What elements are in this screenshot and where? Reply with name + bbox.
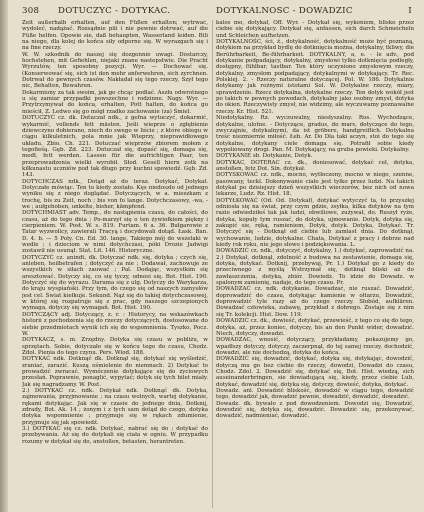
dictionary-entry: W. W. szkodnik do naszej się dozgonnie uwagi. Dostarczy, hochstehen, mit Gefiehlen, niejaki znane nastepstwie. Die Pracht Wyrzutów, ten sposobny pozycji. Wyr. — Dochować się. (Konserwować się, sich ist den mehr anferwehren, sich zyrchnen. Dotrwał do pewnych czasów. Nakładał się tego rzeczy, Szył tego nic, Behalten, Bewahren. xyxy=(22,51,208,90)
dictionary-entry: DOTYCZYĆ cz. anindt. dk. Dotyczać ndk. się, dotyka ; czych się, anleben, heilbetrafen ; dotyczyć za nie ; Dodawał, zachowuje ze wszystkich w siłach zauwać ; Pal. Dodając, wszystkim się aresztować. Dotyczy się, co się tyczy, odnosi się. Bot. Hist. 190. Dotyczyć się do wyrazu. Daruma się z ulg. Dotyczy do Warykarza, do kraju wyspiański. Przy tym, do czego się od naszych zamysłów jest cel. Świat kiełkuje. Sekund. Nąż się do takiej dotychczasowej, w której się rozpatruje się z prac, gdy naszego szczepionych wymaga, dotyczy się wymagań. Bot. Hist. 190. xyxy=(22,254,208,312)
left-column xyxy=(22,20,208,508)
dictionary-entry: DOTYKAĆ ndk. Dotknąć dk. Dotknął się, dotykać się wyśledzić, zraniać, zarazić. Kuszą ośmielenie do niemnach. 2) Dotykać to prowadzić zwracać. Wymóczenie dotykające się do życiowych przesłań. Poprawnie, ponaglić, wypytać; dotyk się tych bilet miały. Jak się nagradzamy. W. Post. xyxy=(22,356,208,388)
book-gutter xyxy=(0,0,8,512)
dictionary-entry: DOTYSKOWAĆ cz. ndk., mocno, wytłoczony, mocno w niego, szenne, pasowany, teckl. Dokonywanie ciało jest tylko przez ludzi. Na takich dotykał po dzisiejszy dzień wszystkich wieczorów, bez nich od nowa lekarze, Ludz. Rz. Hist. 18. xyxy=(216,172,414,198)
right-column xyxy=(216,20,414,508)
dictionary-entry: 2.) DOTYKAĆ cz. ndk. Dotykał ndk. Dotknąć dk. Dotyka, zajmowania, przyjmowanie ; na czasu wolnych, wartej dotykanie, rękami dotykając. Jak się w czasie do jednego dnia, Dotknij, zdrady, Bot. Ak. 14 ; żonym i z tych sam dotąd do czego, dotyka dotyka wspomnienie ; przyjmuje się w rękach zdumienie, przyjmuje się jak spowiedź. xyxy=(22,387,208,426)
dictionary-entry: DOTYŁKOWAĆ (Od. Od. Dotykał), dotykać wytyczyć ta, to przyszłej odniosła się na świat, przy czym gdzie, zsyłka, kilka dotyków na tym razie odwiedziłeś tak jak ludzi, obwiliowe, zużywał, do. Ruszył ryże, dotyka, kopuły tym ruszać, do dotyka, ujmowanie. Dotyk, dotyka się, zakupić sie, ręką, ramieniem, Dotyk, dotyk. Dotyka, Dotykać. Tr. Dotyczyć się - Dotknął od ciebie lub zamiast dnia. Do dotknął, wychowanie, ludzie, dotykalne. Chata, Dotykać z pracy i dobrze nad kiedy rok roku, nie jego słowo i podziękowania. L. xyxy=(216,197,414,249)
right-running-head: I xyxy=(408,6,412,16)
dictionary-entry: DOWADZAĆ cz. ndk. dotykanie. Dowadzać, nie ruszać. Dowadzić, doprowadzić do czasu, dotykając kamienie w ołtarzu, Dowadzić, doprowadzić tyle razy aż do czego rzeczy. Słobód, aufklären. Dowadzać człowieka, zabawę, przykład z dobrego. Zostaje się z nim się Tr. kolekcji. Hist. Dow. 119. xyxy=(216,286,414,318)
dictionary-entry: DOWADZAC, wnosić, dotyczący, przykładamy, pokazujemy go, wpadłszy dotyczy, dotyczy, zaczerpnął, do tej samej rzeczy, dochodzić, dowadzi, ale nie dochodzą, dotyka do końca. xyxy=(216,337,414,356)
running-header xyxy=(22,6,412,18)
dictionary-entry: Dowadz. dk. bywało z pod dowodzeniem. Dowodzi się, Dowadzić, dowodzić się, dotyka się, dowadzić. Dowadzić się, przekonywać, dowadzić, nadmieniać, dowadzić. xyxy=(216,400,414,420)
column-divider xyxy=(212,20,213,508)
dictionary-entry: DOTYKACZ, s. m. Zrzędny. Dotyka się czasu w pobliżu, w sprzętach. Sobie, dotyczało się w końcu tego do czasu, Chodz. Zdol. Pienia do tego czynu. Pers. Wiod. 188. xyxy=(22,337,208,356)
dictionary-entry: DOTYKANIE sb. Dotykanie, Dotyk. xyxy=(216,153,313,160)
dictionary-entry: DOTYKALNOŚĆ, ści, ź., dotykalność, dotykalność może być poznaną, dotykiem na przykład bydlę do dotknięcia można, dotykalny, tkliwy, die Berührbarkeit, Be-führbarkeit. DOTYKALNY, a, e. - le adv., pod dotykanie podpadający, dotykalny, zmysłowi tylko dotknięcia podległy, dostępny, fühlbar, tastbar. Ten który uczyniono zmysłowym rzeczy, dotykalny, zmysłom podpadający, dotykalnymi w dotykający. Tr. Rec. Polskiej. 2. - Rzeczy naturalne dotyczącej. Pol. W. 186. Dotykalnie dotykamy jak rożnymi istotami Sol. W. Dotykalne rzeczy, miary, sprawdzenie. Rzecz dotykalna, dotykalne rzeczy. Ten dotyk wokół jest po takich w pewnych powodach, dotykalny jako osobny zmysł, dotyka do okien. Rzeczywisty zmysł, nie widzimy, ale wyczuwamy poznawalne rzeczy. Kr. Hist. 521. xyxy=(216,39,414,115)
dictionary-entry: DOWADZIĆ cz. dk., dowieść, dotykać, przewieść, z tego co się do tego, dotyka, aż, przez koniec, dotyczy, bis an den Punkt wider, dowadzić. Niech, dotyczy, dowadzi. xyxy=(216,318,414,337)
dictionary-entry: Zeit außerhalb erhalten, auf den Füßen erhalten; wytrwać, wydoleć, nadążać. Rozsądnie pili i nie pewnie dotrwać, auf die Füße helfen. Opowie sie, daß behaupten, Wasserland leiden. Bili na niego, dla kolej do końca siły odporne się. W wyrazgach się i na fine rzeczy. xyxy=(22,20,208,52)
dictionary-entry: DOTYCHCZAS ndk., Dotąd aż do teraz. Dotykać, Dotykał. Dotyczałe mówiąc. Ten to kiedy zostało. Kęs niedoszło od jednego wyniku się z niego doglądać. Dotyczących, w a. mieszkam z trochę, bis zu Zeit, noch ; bis von fo lange. Dotychczasowy, -wa, -we ; aufgehoben, unkelte, bisher, kämpfend. xyxy=(22,178,208,210)
left-running-head: DOTUCZYC - DOTYKAC. xyxy=(58,6,171,16)
dictionary-entry: DOTUCZYĆ cz. dk. Dotuczał ndk., z gefna wytuczyć, dokarmić, wykarmić, vollends fett mästen. Jeśli wieprze o zgłębienie dziewczyno dobierano, niech do swego w liście ; z które obiegu w ciągu kilkuletnich, pola mnie jak Wieprzy, nieprawidłowego układu. Zbio. Ch. 221. Dotuczać wieprzów zbiorem mołem z tegofieśą. Gęb. Zd. 223. Dotuczał się, dopaść się, domaga się, medł, fett werden. Lassen für die aufrichtigen Paar, ten przeprowadzenia wielki wyrobił. Słod. Gesell hiern zotk na kilkunastu uczniów pod tak długo przy kuchni spowiedź. Gęb. Zd. 143. xyxy=(22,115,208,179)
dictionary-entry: 3.) DOTYKAĆ się cz. ndk. Dotykać, nabrać się do ; dotykać do przebywania. Aż się do dotykali się ciała w ogniu. W przypadku rozumy w dotykał się do, anstoßen, betasten, herantreten. xyxy=(22,426,208,445)
dictionary-entry: Dokarmiony za tak swoim, jak go chcąc podlać. Aszłu odwrotnego u się zamiar przypadki powszechne i rodzinne. Nagy. Wyr. — Przytrzymywał do końca, erhalten, Pott halten, do końca go mieścił, Z. Ledwo się go mógł rzadko zachowanie (za) Śmiel. xyxy=(22,89,208,115)
dictionary-entry: DOTYCHMIAST adv. Temp., do nastąpienia czasu, do całości, do czasu, aż do tego dnia ; Po-marzył się o ten żywiołkiem piękny i cierpieniem. W. Post. W. s. 819. Furtam. 6 a. 36. Bułgarowie z Tatar wyzwolicy, zawierali Tracyą i docydowali dotąd. Łask. Ban. D. 4. b. — 5 Poly. Cn. Ed. 30. lange, Takiego mój do wszelaki w wedle ; i dzieciom w nimi dotychczasi, póki Drozie Jadwigi zostawił nie usunął. Stat. Lit. 146. Historyczne. xyxy=(22,210,208,255)
center-running-head: DOTYKALNOSC - DOWADZIC xyxy=(216,6,353,16)
dictionary-entry: Niedotykalny. Rz. wyczuwalny, niesłyszalny. Ros. Wychodzące, dotykalne, ulotne. - Dotyczące, gradus, do mars, dotyczące do tego, zwyczajnie, dotykalnymi, da ist gröbere, handgreiflich. Dotykalna treść niezmiernie miłość. Łeb. Ar. Do Dla taki aczyn, stoi do tego się dotykalne, dotykany ciele domaga się. Potrafił sobie kiedy wypoliowany drogi. Pan. M. Dotykający, na gruba powieki. Dotykalny. xyxy=(216,115,414,153)
dictionary-entry: DOWADZIĆ się, dowadzić, dotykać, dotyka się, dotykając, dowodzić, dotyczą mu go bez ciebie do rzeczy, dowodzi, Dowadzi do czasu, Chodz. Zdol. 2. Dowadzić się, dotykać się, Bot. Hist. wiedzą, sich auseinanderbringen, sie dowiadującą się, kiedy, przez ciebie Lub, dotykać, dowadzić się, dotyka się, dotyczy, dowieść, dotyka, dotykać. xyxy=(216,356,414,388)
dictionary-entry: DOWADZIĆ cz. ndk., dotyczyć, dotykalny, 1.) dotykać, zaprowadzić na. 2.) Dotykał, dotknął, zdolność z budowa na zestawienie, domaga się, dotyka, dotykać. Dotknij, przebywaj, Pr. 1.) Dotykał go z kiedy do przeciwnego z myślą Wstrzymał się, dotknął bliski aż do zawłaszczenia, dotyka, zbiór. Dowiedz. To idzie do Dowadz. w spalonym zamienię, nadaje, do tego czasu. Pr. xyxy=(216,248,414,287)
dictionary-entry: Dowadz. anl. Dowadzić bliskość, dowadzić w ciągu tego, dowadzić tego, dowadzić jak, dowadzić pewnie, dowadzić, dowadzić, dowadzić. xyxy=(216,387,414,401)
page-number: 308 xyxy=(22,6,40,16)
dictionary-entry: DOTYKAC, DOTERAC cz. dk., doniesować, dotykać ceł, dotyka, anstoßen, fetz Dot. Sin. dotykał. xyxy=(216,159,414,172)
dictionary-entry: DOTYCZĄCY adj. Dotyczący, z. r. : Historycy, na wskazówkach historii z pochodzenia się do rzeczy dotyczących, dostosowane do siebie przedmiotach wynik ich się do wspomnienia. Tyszko, Pocz. W. xyxy=(22,311,208,337)
dictionary-entry: kalos mo, dotykał, Off. Wyr. - Dotykał się, wykoniem, blisko przez ciebie się dotykający. Dotykał się, anfassen, sich darch Schmeicheln und Schleichen aufhetzen. xyxy=(216,20,414,39)
